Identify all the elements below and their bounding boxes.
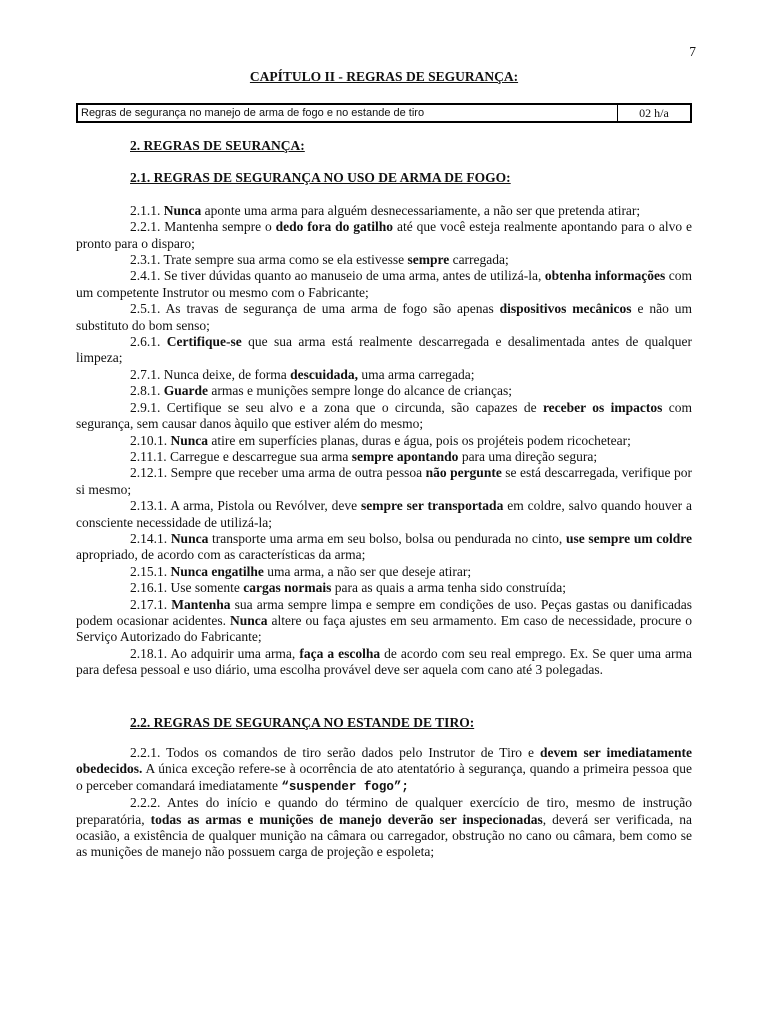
rule-number: 2.6.1. [130, 334, 167, 350]
rule-text: para as quais a arma tenha sido construída; [331, 580, 567, 596]
rule-emphasis: Mantenha [171, 596, 231, 612]
rule-number: 2.10.1. [130, 432, 171, 448]
rule-number: 2.4.1. [130, 268, 164, 284]
rule-text: Todos os comandos de tiro serão dados pelo Instrutor de Tiro e [166, 745, 541, 760]
rule-text: Ao adquirir uma arma, [170, 645, 300, 661]
rule-number: 2.2.2. [130, 795, 167, 811]
rule-item [76, 580, 692, 596]
rule-text: Carregue e descarregue sua arma [170, 448, 352, 464]
rule-item [76, 597, 692, 646]
rule-item [76, 745, 692, 795]
rule-item [76, 301, 692, 334]
rule-text: A arma, Pistola ou Revólver, deve [170, 498, 362, 514]
rule-number: 2.7.1. [130, 366, 164, 382]
rule-text: para uma direção segura; [458, 448, 598, 464]
rule-item [76, 564, 692, 580]
chapter-title: CAPÍTULO II - REGRAS DE SEGURANÇA: [249, 69, 519, 84]
rule-emphasis: Guarde [163, 383, 209, 399]
rule-emphasis: dispositivos mecânicos [499, 301, 632, 317]
rule-text: armas e munições sempre longe do alcance de crianças; [208, 383, 513, 399]
rule-text: Se tiver dúvidas quanto ao manuseio de uma arma, antes de utilizá-la, [163, 268, 545, 284]
rule-number: 2.2.1. [130, 745, 167, 760]
rule-text: Mantenha sempre o [164, 219, 276, 235]
rule-item [76, 449, 692, 465]
rule-number: 2.8.1. [130, 383, 164, 399]
rule-emphasis: sempre ser transportada [361, 498, 504, 514]
rule-text: , deverá ser verificada, na ocasião, a existência de qualquer munição na câmara ou carregador, obstrução no cano ou câmara, bem como se as munições de manejo não possuem carga de projeção e espoleta; [76, 811, 692, 860]
rule-number: 2.1.1. [130, 202, 164, 218]
rule-text: A única exceção refere-se à ocorrência de ato atentatório à segurança, quando a primeira pessoa que o perceber comandará imediatamente [76, 761, 692, 793]
rule-text: Certifique se seu alvo e a zona que o circunda, são capazes de [166, 399, 543, 415]
rule-emphasis: Nunca [163, 202, 202, 218]
rule-text: atire em superfícies planas, duras e água, pois os projéteis podem ricochetear; [208, 432, 631, 448]
rule-text: Use somente [170, 580, 244, 596]
rule-text: com segurança, sem causar danos àquilo que estiver além do mesmo; [76, 399, 692, 432]
rule-number: 2.9.1. [130, 399, 167, 415]
rule-text: e não um substituto do bom senso; [76, 301, 692, 333]
rule-item [76, 465, 692, 498]
rule-number: 2.3.1. [130, 252, 164, 268]
rule-emphasis: obtenha informações [544, 268, 666, 284]
rule-emphasis: não pergunte [425, 465, 502, 481]
rule-number: 2.17.1. [130, 596, 172, 612]
rule-text: Sempre que receber uma arma de outra pessoa [170, 465, 426, 481]
rule-text: uma arma carregada; [357, 366, 475, 382]
rule-text: sua arma sempre limpa e sempre em condições de uso. Peças gastas ou danificadas podem ocasionar acidentes. [76, 596, 692, 628]
rule-number: 2.15.1. [130, 563, 171, 579]
rule-emphasis: cargas normais [243, 580, 332, 596]
rule-item [76, 400, 692, 433]
rule-text: transporte uma arma em seu bolso, bolsa ou pendurada no cinto, [208, 530, 566, 546]
rule-number: 2.2.1. [130, 219, 165, 235]
rule-emphasis: descuidada, [290, 366, 358, 382]
subsection-title-firearm-use: 2.1. REGRAS DE SEGURANÇA NO USO DE ARMA DE FOGO: [130, 170, 511, 186]
rule-emphasis: todas as armas e munições de manejo deverão ser inspecionadas [150, 811, 543, 827]
topic-text: Regras de segurança no manejo de arma de fogo e no estande de tiro [81, 107, 425, 119]
rule-text: de acordo com seu real emprego. Ex. Se quer uma arma para defesa pessoal e uso diário, uma escolha provável deve ser aquela com cano até 3 polegadas. [76, 645, 692, 678]
firearm-rules-list [76, 203, 692, 679]
rule-text: até que você esteja realmente apontando para o alvo e pronto para o disparo; [76, 219, 693, 251]
rule-number: 2.5.1. [130, 301, 166, 317]
rule-item [76, 383, 692, 399]
rule-number: 2.11.1. [130, 448, 170, 464]
rule-emphasis: devem ser imediatamente obedecidos. [76, 745, 692, 777]
rule-number: 2.14.1. [130, 530, 171, 546]
rule-number: 2.18.1. [130, 645, 171, 661]
subsection-title-shooting-range: 2.2. REGRAS DE SEGURANÇA NO ESTANDE DE TIRO: [130, 714, 475, 730]
rule-item [76, 646, 692, 679]
rule-emphasis: sempre [407, 252, 450, 268]
rule-item [76, 219, 692, 252]
rule-item [76, 252, 692, 268]
rule-item [76, 433, 692, 449]
rule-text: Nunca deixe, de forma [163, 366, 291, 382]
range-rules-list [76, 745, 692, 861]
rule-number: 2.13.1. [130, 498, 171, 514]
rule-text: que sua arma está realmente descarregada e desalimentada antes de qualquer limpeza; [76, 334, 692, 366]
rule-emphasis: dedo fora do gatilho [275, 219, 394, 235]
rule-emphasis: use sempre um coldre [565, 530, 692, 546]
rule-text: carregada; [449, 252, 509, 268]
topic-hours: 02 h/a [617, 105, 690, 121]
rule-emphasis: Certifique-se [166, 334, 242, 350]
rule-item [76, 367, 692, 383]
rule-number: 2.12.1. [130, 465, 171, 481]
rule-text: apropriado, de acordo com as características da arma; [76, 547, 366, 563]
rule-text: altere ou faça ajustes em seu armamento. Em caso de necessidade, procure o Serviço Autorizado do Fabricante; [76, 612, 692, 645]
rule-emphasis: faça a escolha [299, 645, 381, 661]
rule-text: se está descarregada, verifique por si mesmo; [76, 465, 692, 497]
rule-text: Trate sempre sua arma como se ela estivesse [163, 252, 408, 268]
rule-text: aponte uma arma para alguém desnecessariamente, a não ser que pretenda atirar; [201, 202, 641, 218]
rule-emphasis: “suspender fogo”; [281, 779, 409, 794]
rule-text: com um competente Instrutor ou mesmo com o Fabricante; [76, 268, 693, 300]
document-body [76, 138, 692, 861]
rule-number: 2.16.1. [130, 580, 171, 596]
page-number: 7 [689, 44, 696, 59]
rule-emphasis: sempre apontando [351, 448, 459, 464]
rule-item [76, 203, 692, 219]
rule-item [76, 795, 692, 861]
rule-text: Antes do início e quando do término de qualquer exercício de tiro, mesmo de instrução preparatória, [76, 795, 692, 827]
rule-item [76, 498, 692, 531]
rule-item [76, 268, 692, 301]
rule-emphasis: Nunca [170, 432, 209, 448]
rule-text: em coldre, salvo quando houver a consciente necessidade de utilizá-la; [76, 498, 692, 530]
rule-text: uma arma, a não ser que deseje atirar; [263, 563, 472, 579]
rule-text: As travas de segurança de uma arma de fogo são apenas [165, 301, 500, 317]
rule-emphasis: Nunca [230, 612, 268, 628]
rule-item [76, 334, 692, 367]
rule-item [76, 531, 692, 564]
rule-emphasis: Nunca [170, 530, 209, 546]
rule-emphasis: Nunca engatilhe [170, 563, 264, 579]
rule-emphasis: receber os impactos [542, 399, 663, 415]
section-title: 2. REGRAS DE SEURANÇA: [130, 138, 305, 153]
topic-box [76, 103, 692, 123]
